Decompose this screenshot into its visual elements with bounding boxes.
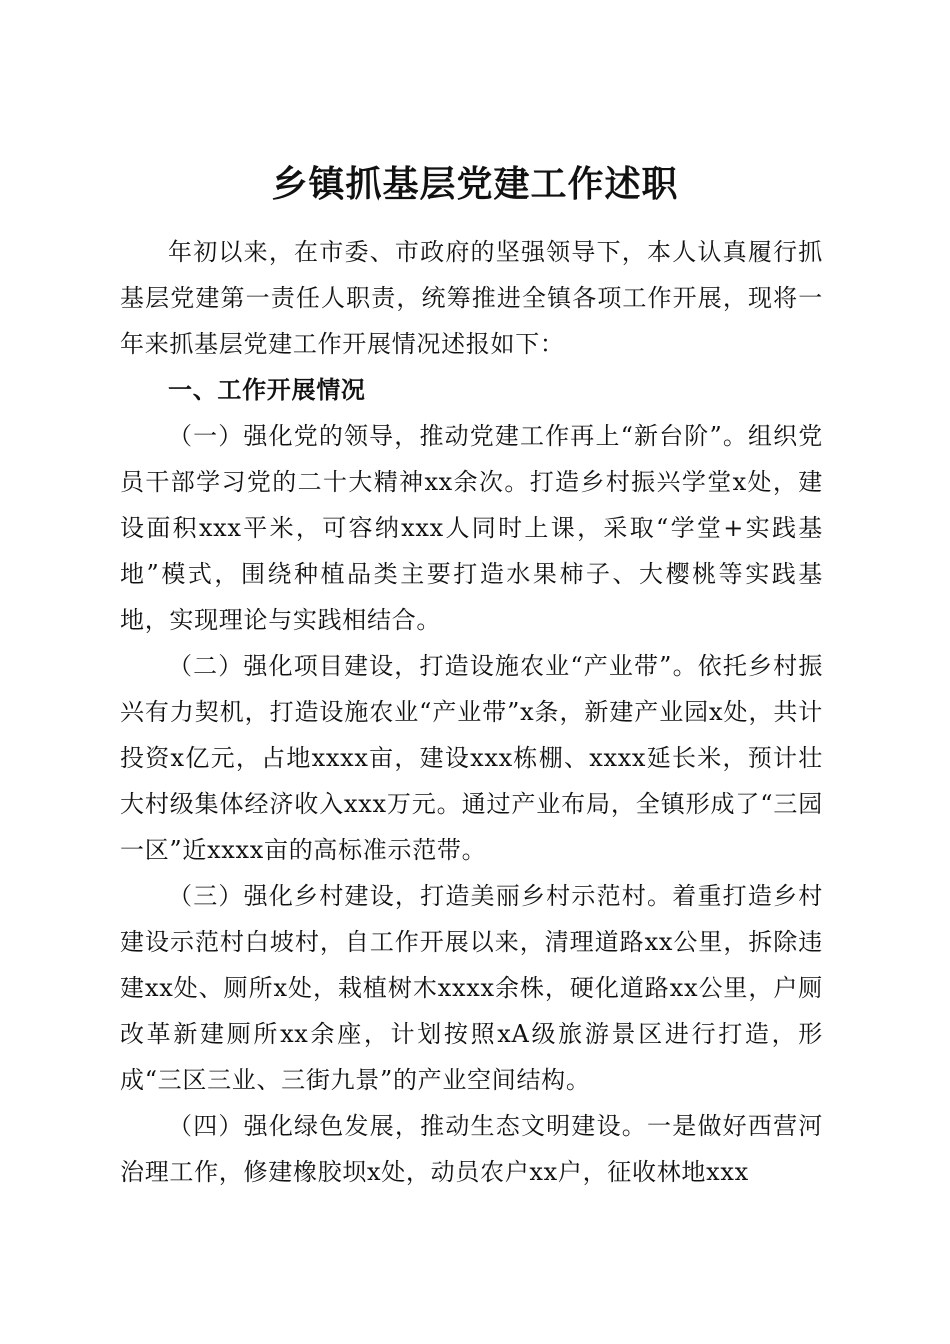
item-paragraph-3 (120, 873, 823, 1103)
item-text-2: 依托乡村振兴有力契机，打造设施农业“产业带”x条，新建产业园x处，共计投资x亿元，占地xxxx亩，建设xxx栋棚、xxxx延长米，预计壮大村级集体经济收入xxx万元。通过产业布局，全镇形成了“三园一区”近xxxx亩的高标准示范带。 (120, 652, 824, 864)
item-heading-3: （三）强化乡村建设，打造美丽乡村示范村。 (168, 882, 673, 910)
item-paragraph-4 (120, 1103, 823, 1195)
item-heading-2: （二）强化项目建设，打造设施农业“产业带”。 (168, 652, 698, 680)
intro-paragraph: 年初以来，在市委、市政府的坚强领导下，本人认真履行抓基层党建第一责任人职责，统筹推进全镇各项工作开展，现将一年来抓基层党建工作开展情况述报如下： (120, 238, 823, 358)
item-text-1: 组织党员干部学习党的二十大精神xx余次。打造乡村振兴学堂x处，建设面积xxx平米，可容纳xxx人同时上课，采取“学堂+实践基地”模式，围绕种植品类主要打造水果柿子、大樱桃等实践基地，实现理论与实践相结合。 (120, 422, 823, 634)
item-text-3: 着重打造乡村建设示范村白坡村，自工作开展以来，清理道路xx公里，拆除违建xx处、厕所x处，栽植树木xxxx余株，硬化道路xx公里，户厕改革新建厕所xx余座，计划按照xA级旅游景区进行打造，形成“三区三业、三街九景”的产业空间结构。 (120, 882, 824, 1094)
item-text-4: 一是做好西营河治理工作，修建橡胶坝x处，动员农户xx户，征收林地xxx (120, 1112, 823, 1186)
item-paragraph-2 (120, 643, 823, 873)
item-heading-1: （一）强化党的领导，推动党建工作再上“新台阶”。 (168, 422, 748, 450)
section-heading-work-progress: 一、工作开展情况 (168, 376, 366, 404)
document-body (120, 229, 823, 1195)
item-paragraph-1 (120, 413, 823, 643)
item-heading-4: （四）强化绿色发展，推动生态文明建设。 (168, 1112, 648, 1140)
document-title: 乡镇抓基层党建工作述职 (271, 163, 679, 206)
